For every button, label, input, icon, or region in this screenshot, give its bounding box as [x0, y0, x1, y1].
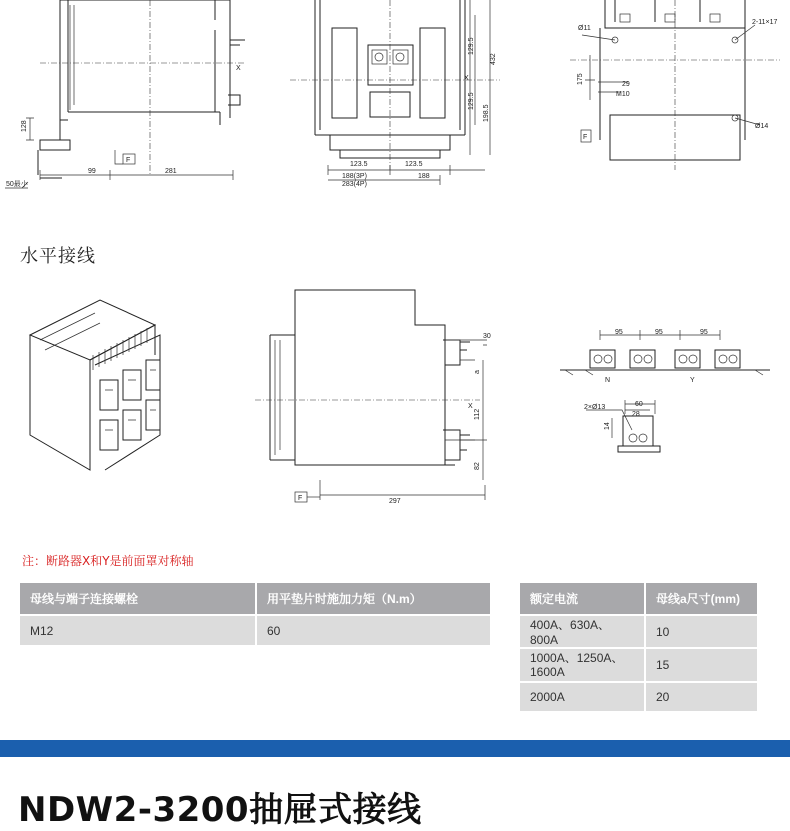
dim-129-5-upper: 129.5	[468, 37, 475, 55]
dim-432: 432	[490, 53, 497, 65]
x-axis-marker: X	[468, 403, 473, 410]
table-row	[520, 682, 758, 711]
dim-30: 30	[483, 333, 491, 340]
busbar-size-table	[520, 583, 759, 711]
dim-188-3p: 188(3P)	[342, 173, 367, 180]
dim-82: 82	[474, 462, 481, 470]
footer-title: NDW2-3200抽屉式接线	[18, 790, 422, 830]
cell-current: 1000A、1250A、1600A	[520, 648, 645, 682]
dim-175: 175	[577, 73, 584, 85]
bolt-torque-table	[20, 583, 492, 645]
dim-14: 14	[604, 422, 611, 430]
f-marker: F	[583, 134, 588, 141]
top-view-drawing	[570, 0, 790, 200]
x-axis-marker: X	[236, 65, 241, 72]
dim-2-11x17: 2-11×17	[752, 19, 778, 26]
dim-188: 188	[418, 173, 430, 180]
left-side-view-drawing	[0, 0, 250, 200]
terminal-detail-drawing	[580, 398, 670, 458]
dim-28: 28	[632, 411, 640, 418]
n-marker: N	[605, 377, 611, 384]
cell-size: 10	[645, 615, 758, 648]
table-row	[520, 648, 758, 682]
dim-129-5-lower: 129.5	[468, 92, 475, 110]
section-divider-bar	[0, 740, 790, 757]
dim-123-5-right: 123.5	[405, 161, 423, 168]
busbar-layout-drawing	[555, 325, 780, 385]
header-rated-current: 额定电流	[520, 583, 645, 615]
table-row	[20, 615, 491, 645]
section-title-horizontal-wiring: 水平接线	[20, 246, 96, 267]
dim-95-b: 95	[655, 329, 663, 336]
axis-note: 注：断路器X和Y是前面罩对称轴	[22, 554, 194, 568]
dim-a: a	[474, 370, 481, 374]
table-header-row	[520, 583, 758, 615]
dim-phi-11: Ø11	[578, 25, 591, 32]
dim-2x-phi-13: 2×Ø13	[584, 404, 606, 411]
header-busbar-size: 母线a尺寸(mm)	[645, 583, 758, 615]
dim-297: 297	[389, 498, 401, 505]
dim-123-5-left: 123.5	[350, 161, 368, 168]
dim-m10: M10	[616, 91, 630, 98]
dim-281: 281	[165, 168, 177, 175]
header-torque: 用平垫片时施加力矩（N.m）	[256, 583, 491, 615]
dim-128: 128	[21, 120, 28, 132]
isometric-breaker-drawing	[15, 295, 185, 485]
cell-size: 15	[645, 648, 758, 682]
front-view-drawing	[290, 0, 510, 200]
cell-current: 2000A	[520, 682, 645, 711]
dim-phi-14: Ø14	[755, 123, 769, 130]
header-bolt: 母线与端子连接螺栓	[20, 583, 256, 615]
y-marker: Y	[690, 377, 695, 384]
cell-bolt: M12	[20, 615, 256, 645]
f-marker: F	[298, 495, 303, 502]
dim-50min: 50最小	[6, 181, 28, 188]
dim-99: 99	[88, 168, 96, 175]
table-header-row	[20, 583, 491, 615]
dim-29: 29	[622, 81, 630, 88]
cell-size: 20	[645, 682, 758, 711]
cell-torque: 60	[256, 615, 491, 645]
x-axis-marker: X	[464, 75, 469, 82]
dim-95-a: 95	[615, 329, 623, 336]
dim-95-c: 95	[700, 329, 708, 336]
cell-current: 400A、630A、800A	[520, 615, 645, 648]
dim-112: 112	[474, 408, 481, 420]
dim-283-4p: 283(4P)	[342, 181, 367, 188]
table-row	[520, 615, 758, 648]
dim-60: 60	[635, 401, 643, 408]
dim-198-5: 198.5	[483, 104, 490, 122]
horizontal-side-view-drawing	[255, 280, 495, 510]
f-marker: F	[126, 157, 131, 164]
